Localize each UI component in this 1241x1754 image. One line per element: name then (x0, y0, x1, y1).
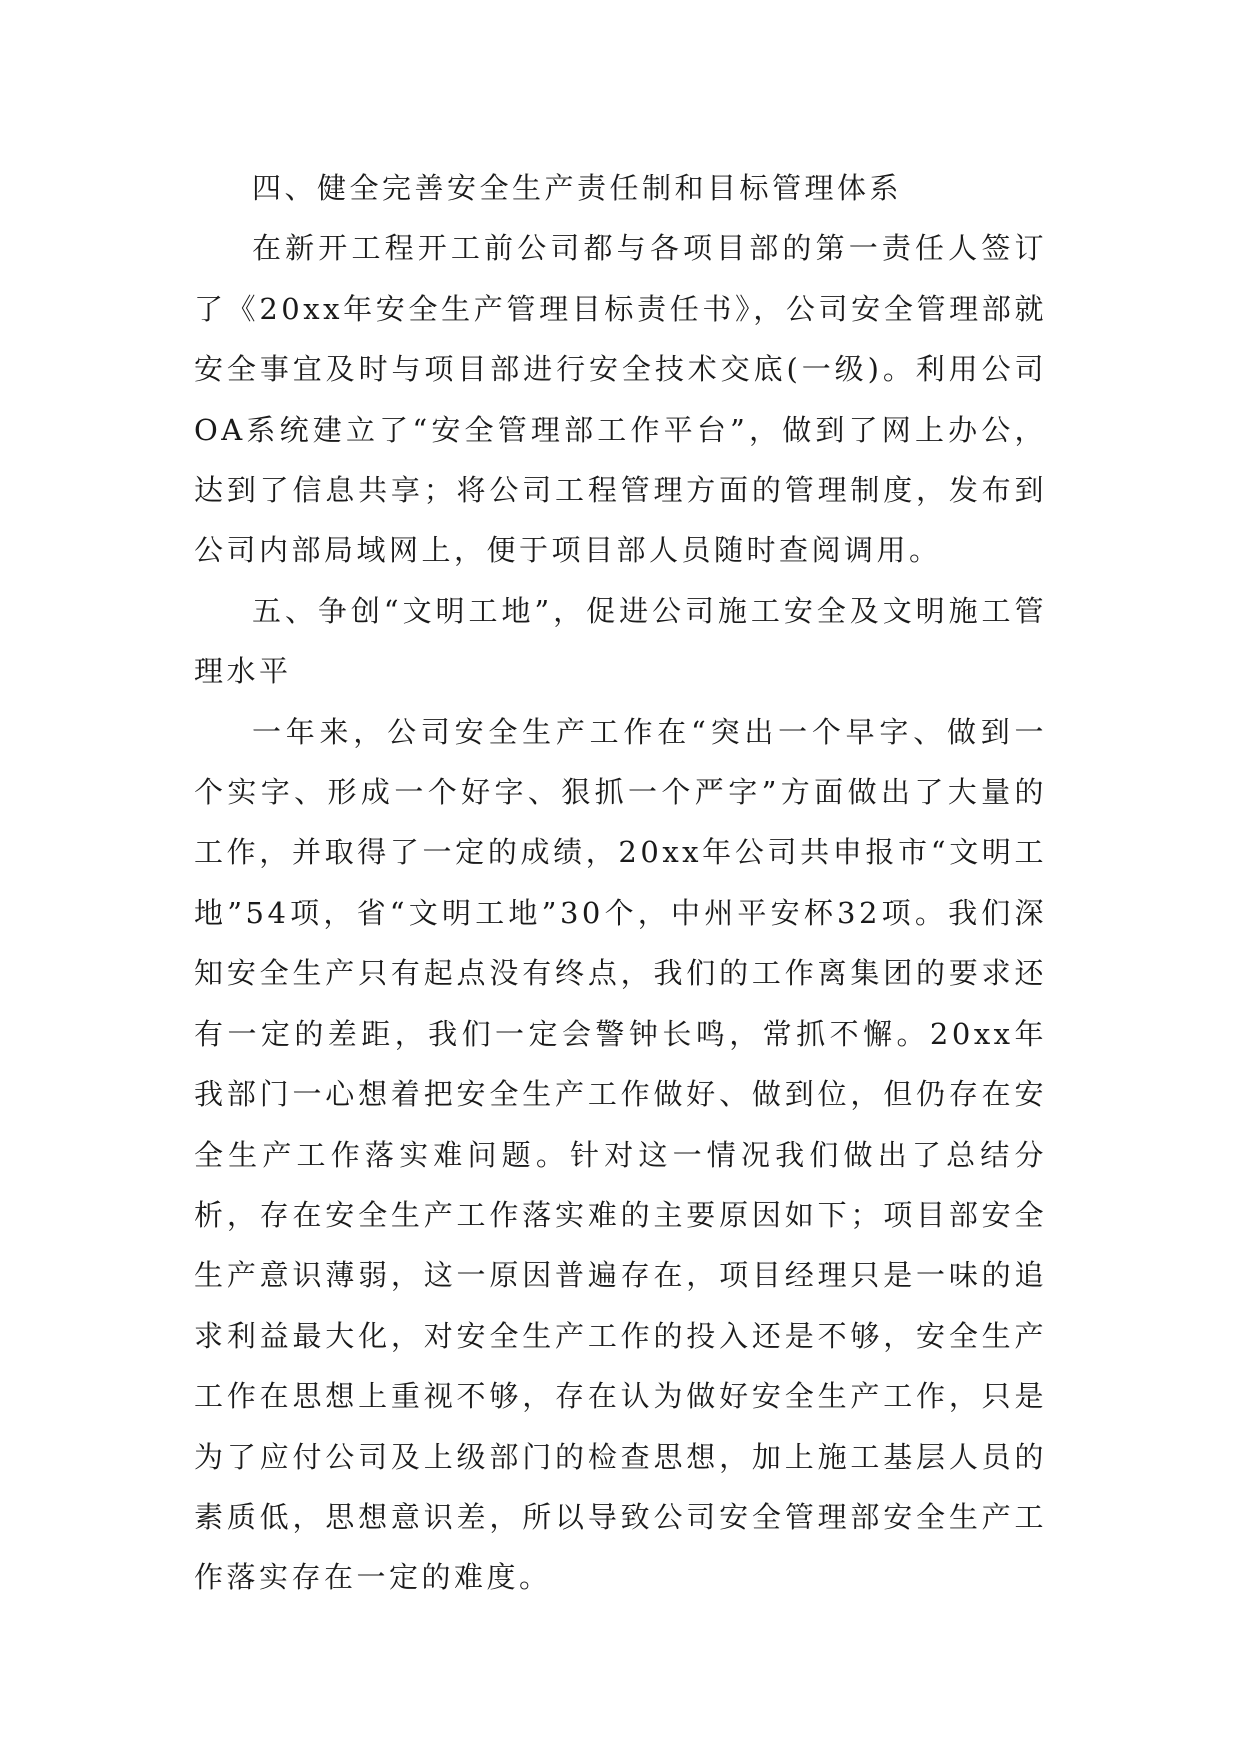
section-heading-4: 四、健全完善安全生产责任制和目标管理体系 (252, 171, 903, 205)
document-body (194, 158, 1047, 1608)
section-4-paragraph: 在新开工程开工前公司都与各项目部的第一责任人签订了《20xx年安全生产管理目标责任书》，公司安全管理部就安全事宜及时与项目部进行安全技术交底(一级)。利用公司OA系统建立了“安全管理部工作平台”，做到了网上办公，达到了信息共享；将公司工程管理方面的管理制度，发布到公司内部局域网上，便于项目部人员随时查阅调用。 (194, 231, 1047, 568)
section-heading-5: 五、争创“文明工地”，促进公司施工安全及文明施工管理水平 (194, 593, 1047, 689)
section-5-paragraph: 一年来，公司安全生产工作在“突出一个早字、做到一个实字、形成一个好字、狠抓一个严字”方面做出了大量的工作，并取得了一定的成绩，20xx年公司共申报市“文明工地”54项，省“文明工地”30个，中州平安杯32项。我们深知安全生产只有起点没有终点，我们的工作离集团的要求还有一定的差距，我们一定会警钟长鸣，常抓不懈。20xx年我部门一心想着把安全生产工作做好、做到位，但仍存在安全生产工作落实难问题。针对这一情况我们做出了总结分析，存在安全生产工作落实难的主要原因如下；项目部安全生产意识薄弱，这一原因普遍存在，项目经理只是一味的追求利益最大化，对安全生产工作的投入还是不够，安全生产工作在思想上重视不够，存在认为做好安全生产工作，只是为了应付公司及上级部门的检查思想，加上施工基层人员的素质低，思想意识差，所以导致公司安全管理部安全生产工作落实存在一定的难度。 (194, 714, 1047, 1595)
